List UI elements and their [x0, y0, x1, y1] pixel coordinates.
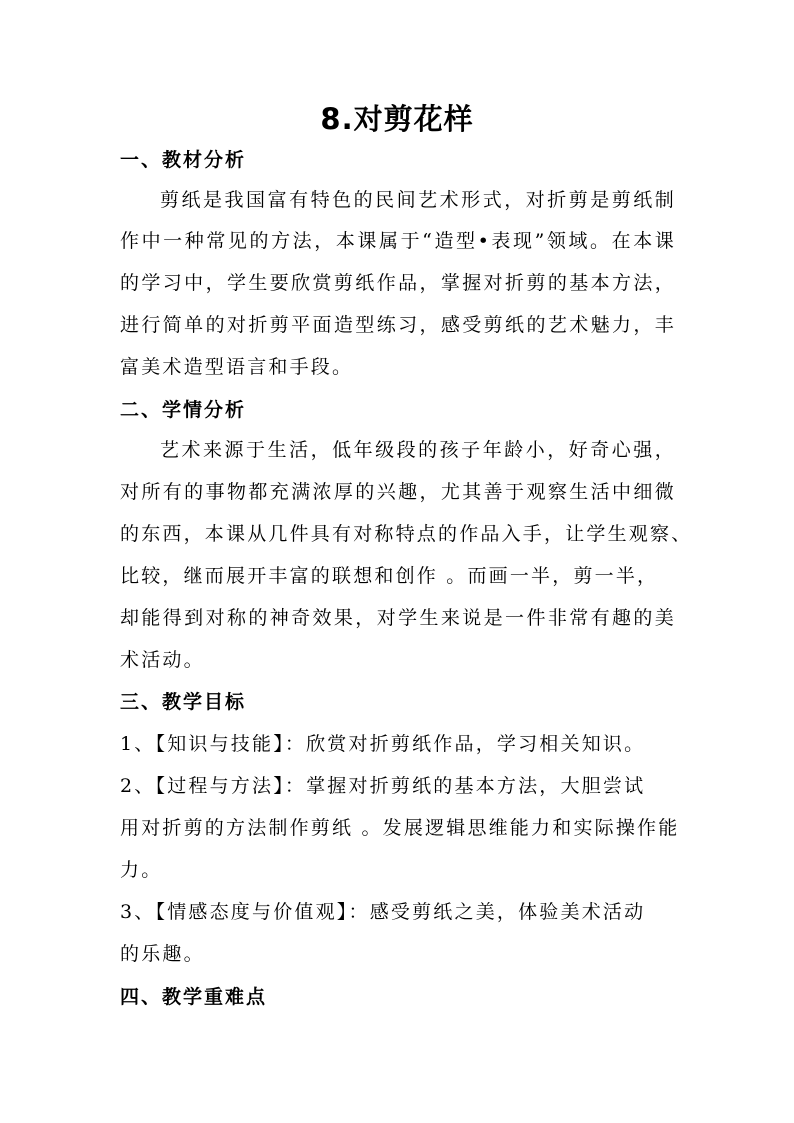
paragraph-line: 作中一种常见的方法，本课属于“造型•表现”领域。在本课: [120, 230, 676, 252]
paragraph-line: 进行简单的对折剪平面造型练习，感受剪纸的艺术魅力，丰: [120, 314, 676, 336]
paragraph-line: 比较，继而展开丰富的联想和创作 。而画一半，剪一半，: [120, 565, 659, 587]
objective-line: 3、【情感态度与价值观】：感受剪纸之美，体验美术活动: [120, 901, 646, 923]
paragraph-line: 却能得到对称的神奇效果，对学生来说是一件非常有趣的美: [120, 607, 676, 629]
paragraph-line: 剪纸是我国富有特色的民间艺术形式，对折剪是剪纸制: [160, 189, 676, 211]
paragraph-line: 的东西，本课从几件具有对称特点的作品入手，让学生观察、: [120, 523, 693, 545]
objective-line: 力。: [120, 859, 163, 881]
objective-line: 用对折剪的方法制作剪纸 。发展逻辑思维能力和实际操作能: [120, 817, 680, 839]
section-heading-key-difficulties: 四、教学重难点: [120, 986, 268, 1008]
paragraph-line: 艺术来源于生活，低年级段的孩子年龄小，好奇心强，: [160, 439, 676, 461]
paragraph-line: 的学习中，学生要欣赏剪纸作品，掌握对折剪的基本方法，: [120, 272, 676, 294]
paragraph-line: 富美术造型语言和手段。: [120, 356, 354, 378]
paragraph-line: 术活动。: [120, 649, 205, 671]
paragraph-line: 对所有的事物都充满浓厚的兴趣，尤其善于观察生活中细微: [120, 481, 676, 503]
section-heading-textbook-analysis: 一、教材分析: [120, 149, 247, 171]
objective-line: 1、【知识与技能】：欣赏对折剪纸作品，学习相关知识。: [120, 733, 646, 755]
objective-line: 的乐趣。: [120, 943, 205, 965]
objective-line: 2、【过程与方法】：掌握对折剪纸的基本方法，大胆尝试: [120, 775, 646, 797]
section-heading-learner-analysis: 二、学情分析: [120, 399, 247, 421]
section-heading-teaching-objectives: 三、教学目标: [120, 691, 247, 713]
page-title: 8.对剪花样: [320, 102, 474, 136]
